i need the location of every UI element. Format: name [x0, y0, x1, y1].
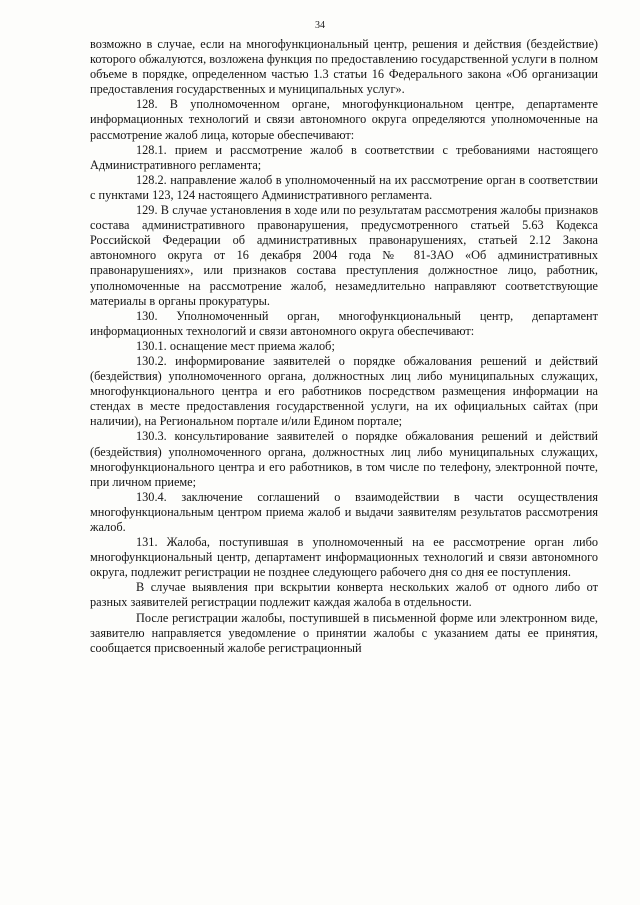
document-body — [90, 37, 598, 656]
paragraph-continuation: возможно в случае, если на многофункциональный центр, решения и действия (бездействие) которого обжалуются, возложена функция по предоставлению государственной услуги в полном объеме в порядке, определенном частью 1.3 статьи 16 Федерального закона «Об организации предоставления государственных и муниципальных услуг». — [90, 37, 598, 97]
paragraph-131-registration: После регистрации жалобы, поступившей в письменной форме или электронном виде, заявителю направляется уведомление о принятии жалобы с указанием даты ее принятия, сообщается присвоенный жалобе регистрационный — [90, 610, 598, 655]
paragraph-131: 131. Жалоба, поступившая в уполномоченный на ее рассмотрение орган либо многофункциональный центр, департамент информационных технологий и связи автономного округа, подлежит регистрации не позднее следующего рабочего дня со дня ее поступления. — [90, 535, 598, 580]
page-number: 34 — [315, 20, 325, 31]
paragraph-130-1: 130.1. оснащение мест приема жалоб; — [136, 338, 335, 353]
paragraph-131-multiple: В случае выявления при вскрытии конверта нескольких жалоб от одного либо от разных заявителей регистрации подлежит каждая жалоба в отдельности. — [90, 580, 598, 610]
paragraph-128: 128. В уполномоченном органе, многофункциональном центре, департаменте информационных технологий и связи автономного округа определяются уполномоченные на рассмотрение жалоб лица, которые обеспечивают: — [90, 97, 598, 142]
paragraph-130-3: 130.3. консультирование заявителей о порядке обжалования решений и действий (бездействия) уполномоченного органа, должностных лиц либо муниципальных служащих, многофункционального центра и его работников, в том числе по телефону, электронной почте, при личном приеме; — [90, 429, 598, 489]
paragraph-128-1: 128.1. прием и рассмотрение жалоб в соответствии с требованиями настоящего Административного регламента; — [90, 142, 598, 172]
paragraph-129: 129. В случае установления в ходе или по результатам рассмотрения жалобы признаков состава административного правонарушения, предусмотренного статьей 5.63 Кодекса Российской Федерации об административных правонарушениях, статьей 2.12 Закона автономного округа от 16 декабря 2004 года № 81-ЗАО «Об административных правонарушениях», или признаков состава преступления должностное лицо, работник, уполномоченные на рассмотрение жалоб, незамедлительно направляют соответствующие материалы в органы прокуратуры. — [90, 203, 598, 308]
paragraph-128-2: 128.2. направление жалоб в уполномоченный на их рассмотрение орган в соответствии с пунктами 123, 124 настоящего Административного регламента. — [90, 172, 598, 202]
paragraph-130: 130. Уполномоченный орган, многофункциональный центр, департамент информационных технологий и связи автономного округа обеспечивают: — [90, 308, 598, 338]
paragraph-130-2: 130.2. информирование заявителей о порядке обжалования решений и действий (бездействия) уполномоченного органа, должностных лиц либо муниципальных служащих, многофункционального центра и его работников посредством размещения информации на стендах в месте предоставления государственной услуги, на их официальных сайтах (при наличии), на Региональном портале и/или Едином портале; — [90, 353, 598, 429]
paragraph-130-4: 130.4. заключение соглашений о взаимодействии в части осуществления многофункциональным центром приема жалоб и выдачи заявителям результатов рассмотрения жалоб. — [90, 489, 598, 534]
